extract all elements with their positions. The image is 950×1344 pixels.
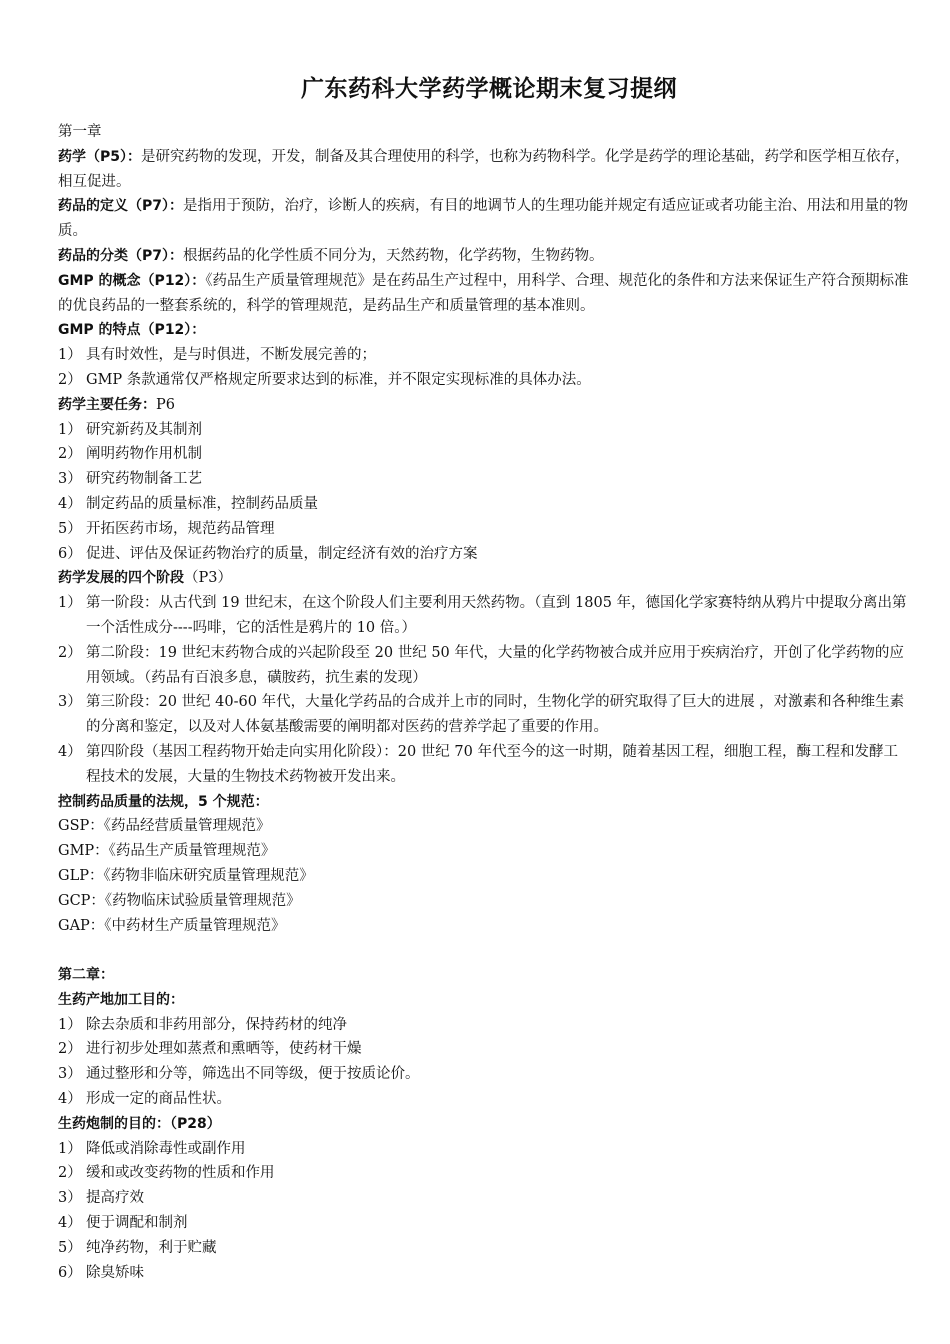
drug-definition bbox=[58, 194, 910, 244]
regulation-item: GCP：《药物临床试验质量管理规范》 bbox=[58, 892, 301, 909]
list-item bbox=[58, 442, 910, 467]
regulation-item: GAP：《中药材生产质量管理规范》 bbox=[58, 917, 286, 934]
item-text: 便于调配和制剂 bbox=[86, 1215, 188, 1232]
item-text: 进行初步处理如蒸煮和熏晒等，使药材干燥 bbox=[86, 1041, 362, 1058]
item-number: 3） bbox=[58, 471, 82, 488]
item-number: 5） bbox=[58, 1239, 82, 1256]
tasks-label: 药学主要任务： bbox=[58, 396, 156, 413]
item-number: 3） bbox=[58, 1190, 82, 1207]
item-text: 第一阶段：从古代到 19 世纪末，在这个阶段人们主要利用天然药物。（直到 1805 年，德国化学家赛特纳从鸦片中提取分离出第一个活性成分----吗啡，它的活性是鸦片的 10 倍。） bbox=[86, 595, 907, 636]
list-item bbox=[58, 517, 910, 542]
processing-label: 生药产地加工目的： bbox=[58, 991, 184, 1008]
regs-label: 控制药品质量的法规，5 个规范： bbox=[58, 793, 269, 810]
list-item bbox=[58, 1261, 910, 1286]
drug-def-label: 药品的定义（P7）： bbox=[58, 198, 184, 215]
gmp-concept-text: 《药品生产质量管理规范》是在药品生产过程中，用科学、合理、规范化的条件和方法来保证生产符合预期标准的优良药品的一整套系统的，科学的管理规范，是药品生产和质量管理的基本准则。 bbox=[58, 272, 909, 314]
item-text: 研究药物制备工艺 bbox=[86, 471, 202, 488]
item-text: 缓和或改变药物的性质和作用 bbox=[86, 1165, 275, 1182]
item-number: 1） bbox=[58, 347, 82, 364]
item-number: 6） bbox=[58, 1264, 82, 1281]
item-number: 3） bbox=[58, 694, 82, 711]
item-number: 5） bbox=[58, 520, 82, 537]
item-text: 除臭矫味 bbox=[86, 1264, 144, 1281]
item-number: 4） bbox=[58, 495, 82, 512]
list-item bbox=[58, 641, 910, 691]
item-number: 6） bbox=[58, 545, 82, 562]
item-text: 第二阶段：19 世纪末药物合成的兴起阶段至 20 世纪 50 年代，大量的化学药物被合成并应用于疾病治疗，开创了化学药物的应用领域。（药品有百浪多息，磺胺药，抗生素的发现） bbox=[86, 644, 904, 686]
item-text: 第三阶段：20 世纪 40-60 年代，大量化学药品的合成并上市的同时，生物化学的研究取得了巨大的进展 ，对激素和各种维生素的分离和鉴定，以及对人体氨基酸需要的阐明都对医药的营养学起了重要的作用。 bbox=[86, 694, 905, 736]
list-item bbox=[58, 368, 910, 393]
item-number: 1） bbox=[58, 421, 82, 438]
item-text: 研究新药及其制剂 bbox=[86, 421, 202, 438]
list-item bbox=[58, 740, 910, 790]
chapter-1-heading: 第一章 bbox=[58, 124, 102, 140]
chapter-2-heading: 第二章： bbox=[58, 967, 114, 984]
item-text: 提高疗效 bbox=[86, 1190, 144, 1207]
list-item bbox=[58, 1013, 910, 1038]
drug-classification bbox=[58, 244, 910, 269]
stages-label: 药学发展的四个阶段 bbox=[58, 570, 184, 587]
item-text: 形成一定的商品性状。 bbox=[86, 1091, 231, 1108]
item-text: 阐明药物作用机制 bbox=[86, 446, 202, 463]
gmp-feature-label: GMP 的特点（P12）： bbox=[58, 322, 206, 339]
item-text: 开拓医药市场，规范药品管理 bbox=[86, 520, 275, 537]
item-text: 具有时效性，是与时俱进，不断发展完善的； bbox=[86, 347, 376, 364]
regulation-item: GMP：《药品生产质量管理规范》 bbox=[58, 843, 276, 860]
list-item bbox=[58, 1087, 910, 1112]
list-item bbox=[58, 1236, 910, 1261]
gmp-concept-label: GMP 的概念（P12）： bbox=[58, 272, 206, 289]
item-number: 3） bbox=[58, 1066, 82, 1083]
item-number: 4） bbox=[58, 1091, 82, 1108]
drug-class-text: 根据药品的化学性质不同分为，天然药物，化学药物，生物药物。 bbox=[183, 247, 604, 264]
item-number: 2） bbox=[58, 1041, 82, 1058]
tasks-page: P6 bbox=[156, 396, 175, 413]
list-item bbox=[58, 418, 910, 443]
list-item bbox=[58, 1161, 910, 1186]
item-number: 4） bbox=[58, 1215, 82, 1232]
paozhi-label: 生药炮制的目的：（P28） bbox=[58, 1115, 221, 1132]
list-item bbox=[58, 1062, 910, 1087]
list-item bbox=[58, 1037, 910, 1062]
regulation-item: GLP：《药物非临床研究质量管理规范》 bbox=[58, 867, 314, 884]
item-number: 4） bbox=[58, 743, 82, 760]
item-text: 除去杂质和非药用部分，保持药材的纯净 bbox=[86, 1016, 347, 1033]
item-text: 促进、评估及保证药物治疗的质量，制定经济有效的治疗方案 bbox=[86, 545, 478, 562]
stages-page: （P3） bbox=[184, 570, 232, 587]
list-item bbox=[58, 1186, 910, 1211]
item-text: 制定药品的质量标准，控制药品质量 bbox=[86, 495, 318, 512]
item-text: GMP 条款通常仅严格规定所要求达到的标准，并不限定实现标准的具体办法。 bbox=[86, 371, 591, 388]
section-spacer bbox=[58, 938, 910, 963]
regulation-item: GSP：《药品经营质量管理规范》 bbox=[58, 818, 271, 835]
item-number: 1） bbox=[58, 1016, 82, 1033]
list-item bbox=[58, 467, 910, 492]
item-number: 2） bbox=[58, 446, 82, 463]
item-number: 1） bbox=[58, 595, 82, 612]
list-item bbox=[58, 542, 910, 567]
drug-def-text: 是指用于预防，治疗，诊断人的疾病，有目的地调节人的生理功能并规定有适应证或者功能主治、用法和用量的物质。 bbox=[58, 198, 909, 240]
pharmacy-text: 是研究药物的发现，开发，制备及其合理使用的科学，也称为药物科学。化学是药学的理论基础，药学和医学相互依存，相互促进。 bbox=[58, 148, 910, 190]
list-item bbox=[58, 492, 910, 517]
gmp-concept bbox=[58, 269, 910, 319]
document-title: 广东药科大学药学概论期末复习提纲 bbox=[301, 76, 677, 102]
item-text: 降低或消除毒性或副作用 bbox=[86, 1140, 246, 1157]
item-number: 2） bbox=[58, 371, 82, 388]
stages-heading bbox=[58, 566, 910, 591]
list-item bbox=[58, 690, 910, 740]
pharmacy-label: 药学（P5）： bbox=[58, 148, 142, 165]
pharmacy-definition bbox=[58, 145, 910, 195]
drug-class-label: 药品的分类（P7）： bbox=[58, 247, 184, 264]
item-text: 纯净药物，利于贮藏 bbox=[86, 1239, 217, 1256]
item-number: 1） bbox=[58, 1140, 82, 1157]
list-item bbox=[58, 1137, 910, 1162]
list-item bbox=[58, 591, 910, 641]
item-number: 2） bbox=[58, 1165, 82, 1182]
list-item bbox=[58, 343, 910, 368]
item-text: 通过整形和分等，筛选出不同等级，便于按质论价。 bbox=[86, 1066, 420, 1083]
list-item bbox=[58, 1211, 910, 1236]
item-text: 第四阶段（基因工程药物开始走向实用化阶段）：20 世纪 70 年代至今的这一时期，随着基因工程，细胞工程，酶工程和发酵工程技术的发展，大量的生物技术药物被开发出来。 bbox=[86, 743, 898, 785]
item-number: 2） bbox=[58, 644, 82, 661]
tasks-heading bbox=[58, 393, 910, 418]
